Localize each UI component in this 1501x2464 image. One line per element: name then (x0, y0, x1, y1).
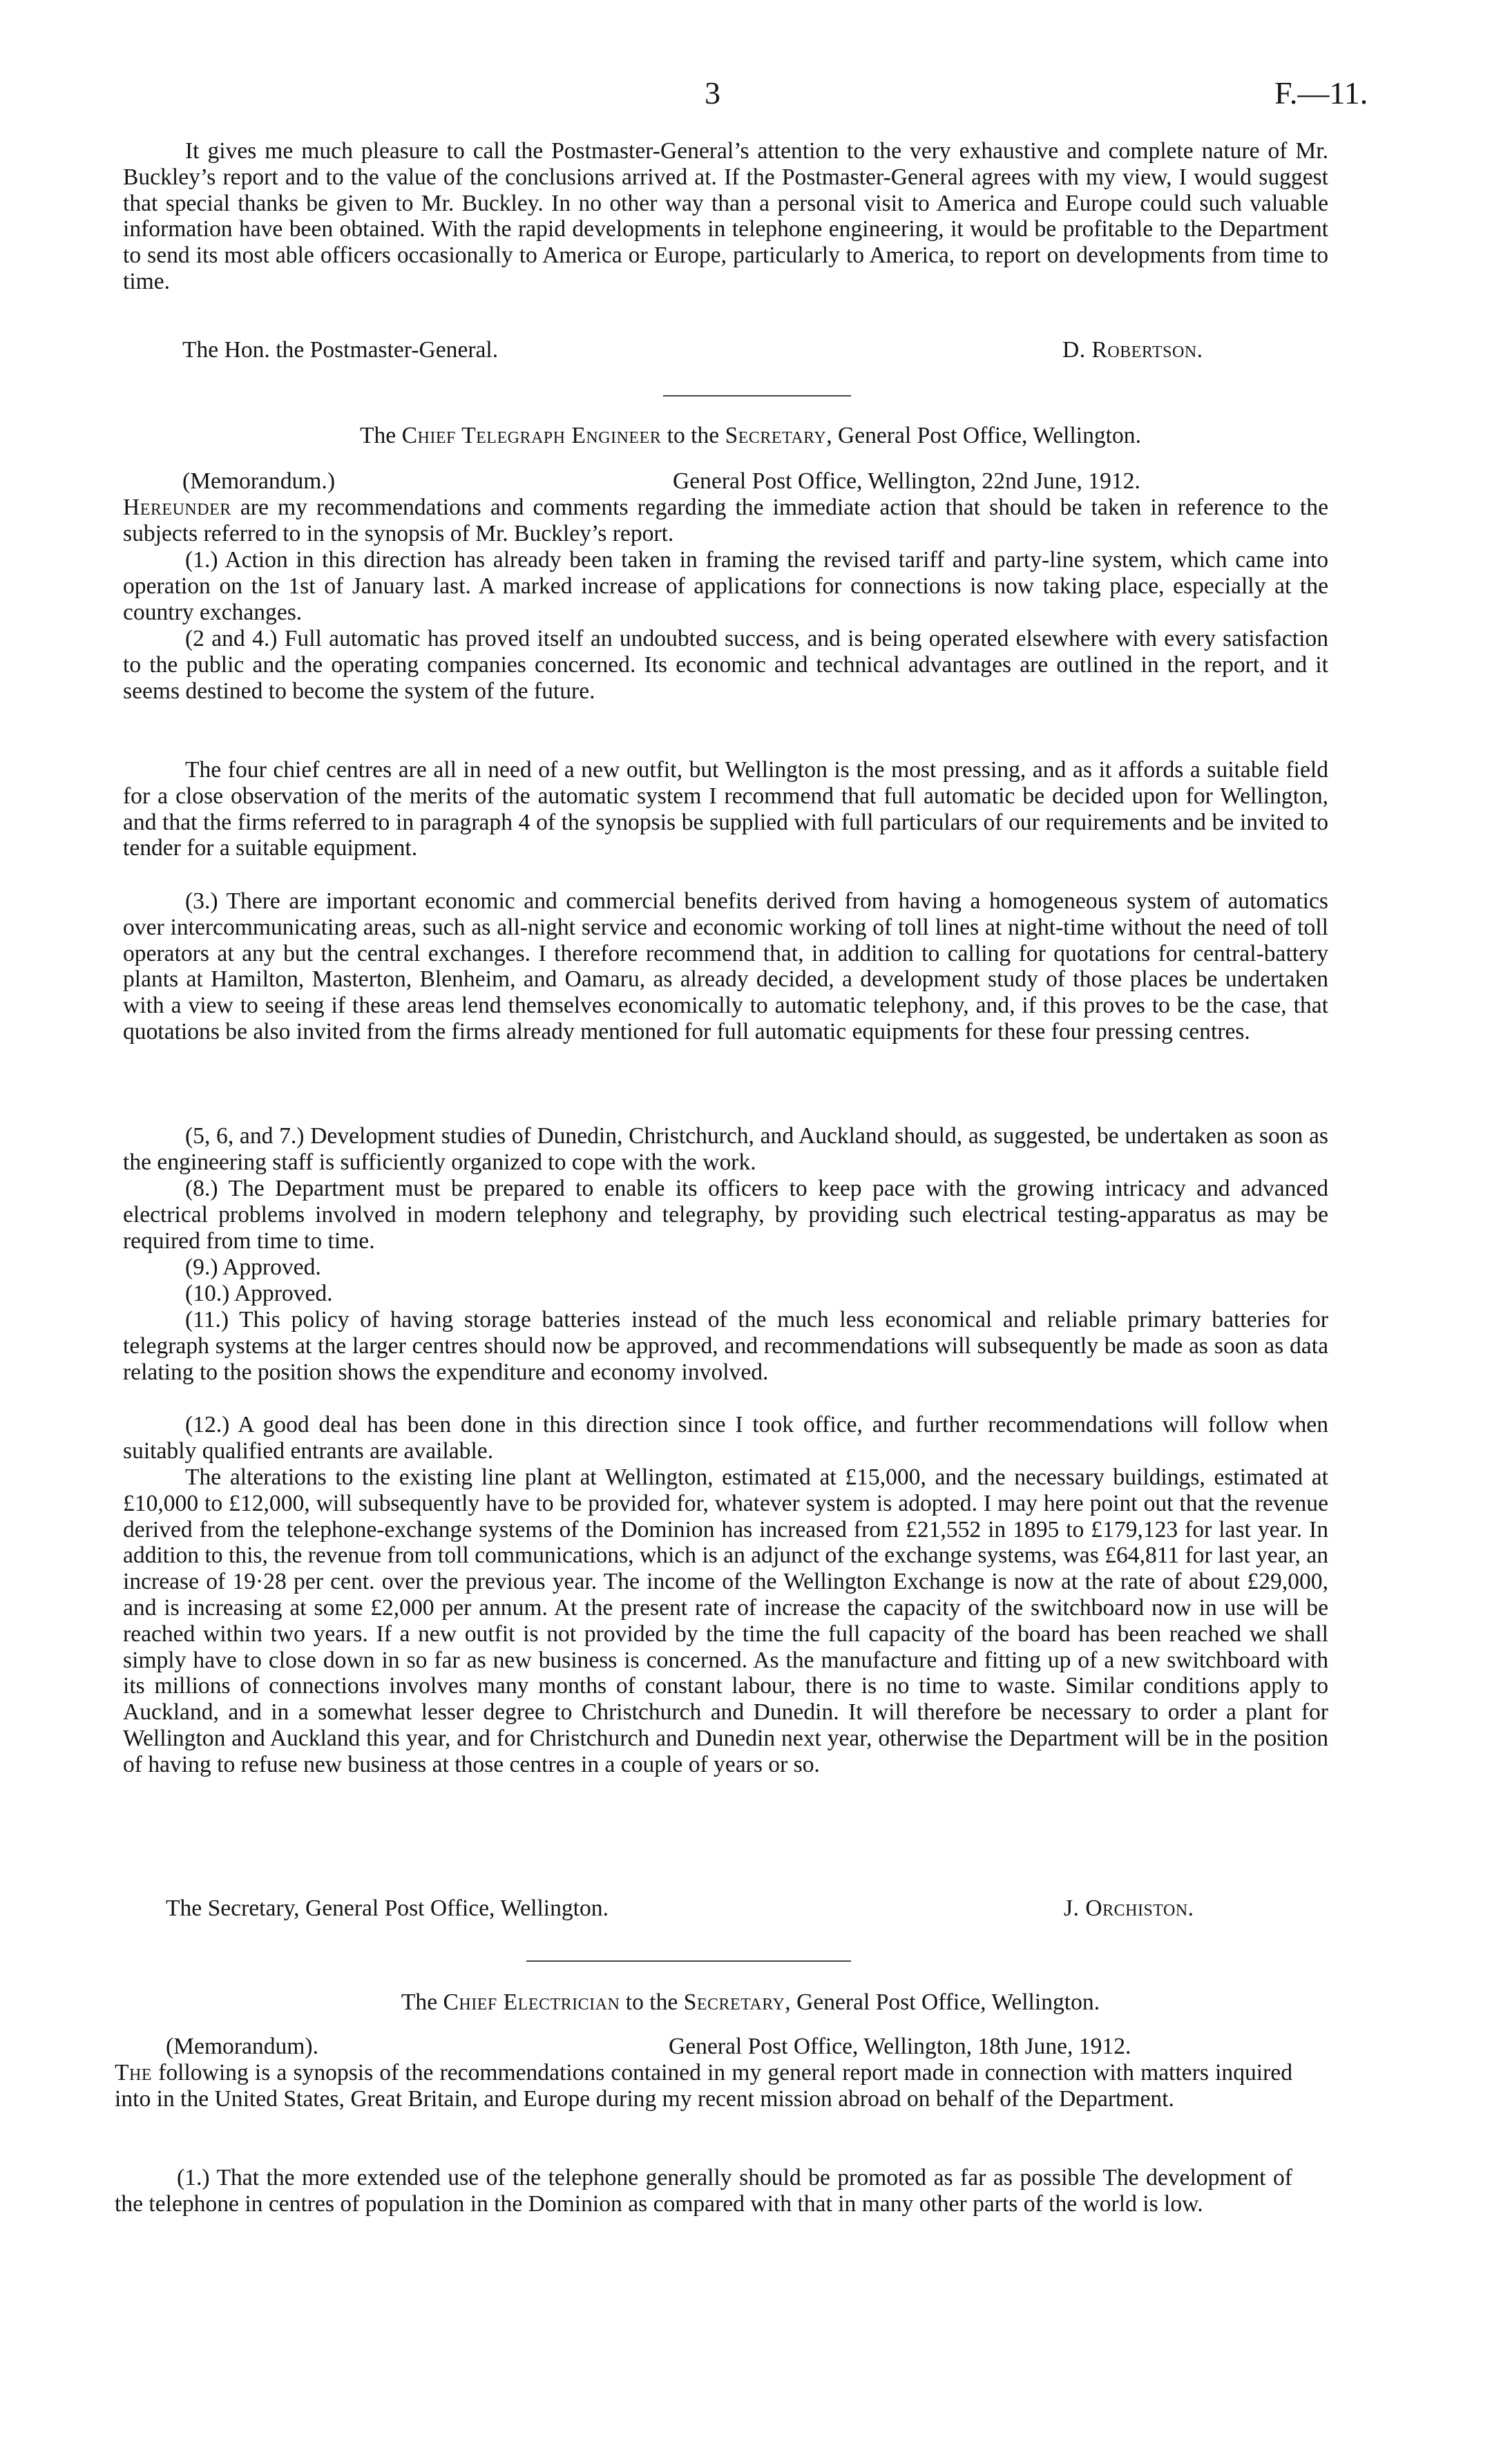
robertson-paragraph: It gives me much pleasure to call the Postmaster-General’s attention to the very exhaustive and complete nature of Mr. Buckley’s report and to the value of the conclusions arrived at. If the Postmaster-General agrees with my view, I would suggest that special thanks be given to Mr. Buckley. In no other way than a personal visit to America and Europe could such valuable information have been obtained. With the rapid developments in telephone engineering, it would be profitable to the Department to send its most able officers occasionally to America or Europe, particularly to America, to report on developments from time to time. (123, 138, 1328, 294)
intro-text: are my recommendations and comments regarding the immediate action that should be taken in reference to the subjects referred to in the synopsis of Mr. Buckley’s report. (123, 495, 1328, 546)
recommendation-paragraph: The four chief centres are all in need of a new outfit, but Wellington is the most pressing, and as it affords a suitable field for a close observation of the merits of the automatic system I recommend that full automatic be decided upon for Wellington, and that the firms referred to in paragraph 4 of the synopsis be supplied with full particulars of our requirements and be invited to tender for a suitable equipment. (123, 757, 1328, 861)
divider-rule (526, 1960, 851, 1962)
memo-label: (Memorandum.) (182, 468, 335, 494)
heading-chief-electrician (0, 1989, 1501, 2016)
recommendation-paragraph: (11.) This policy of having storage batteries instead of the much less economical and reliable primary batteries for telegraph systems at the larger centres should now be approved, and recommendations will subsequently be made as soon as data relating to the position shows the expenditure and economy involved. (123, 1307, 1328, 1385)
signature-robertson: D. Robertson. (1062, 337, 1203, 363)
memo-place-date: General Post Office, Wellington, 18th June, 1912. (669, 2034, 1131, 2059)
recommendation-paragraph: (9.) Approved. (185, 1254, 321, 1280)
signature-orchiston: J. Orchiston. (1064, 1895, 1194, 1921)
recommendation-paragraph: (1.) Action in this direction has already been taken in framing the revised tariff and party-line system, which came into operation on the 1st of January last. A marked increase of applications for connections is now taking place, especially at the country exchanges. (123, 547, 1328, 625)
heading-from: Chief Telegraph Engineer (401, 423, 662, 448)
recommendation-paragraph: (12.) A good deal has been done in this direction since I took office, and further recommendations will follow when suitably qualified entrants are available. (123, 1412, 1328, 1464)
intro-text: following is a synopsis of the recommendations contained in my general report made in connection with matters inquired into in the United States, Great Britain, and Europe during my recent mission abroad on behalf of the Department. (115, 2060, 1292, 2112)
heading-place: , General Post Office, Wellington. (826, 423, 1141, 448)
recommendation-paragraph: (8.) The Department must be prepared to enable its officers to keep pace with the growing intricacy and advanced electrical problems involved in modern telephony and telegraphy, by providing such electrical testing-apparatus as may be required from time to time. (123, 1176, 1328, 1254)
intro-lead-word: The (115, 2060, 153, 2085)
heading-to-word: to the (667, 423, 720, 448)
page-number: 3 (705, 75, 720, 111)
memo-label: (Memorandum). (166, 2034, 318, 2059)
heading-article: The (360, 423, 396, 448)
heading-article: The (401, 1989, 438, 2015)
heading-to-word: to the (625, 1989, 678, 2015)
memo-intro (123, 495, 1328, 547)
heading-from: Chief Electrician (443, 1989, 620, 2015)
recommendation-paragraph: (5, 6, and 7.) Development studies of Dunedin, Christchurch, and Auckland should, as suggested, be undertaken as soon as the engineering staff is sufficiently organized to cope with the work. (123, 1123, 1328, 1175)
divider-rule (663, 395, 851, 397)
addressee-secretary: The Secretary, General Post Office, Wellington. (166, 1895, 609, 1921)
synopsis-paragraph: (1.) That the more extended use of the telephone generally should be promoted as far as possible The development of the telephone in centres of population in the Dominion as compared with that in many other parts of the world is low. (115, 2165, 1292, 2217)
recommendation-paragraph: The alterations to the existing line plant at Wellington, estimated at £15,000, and the necessary buildings, estimated at £10,000 to £12,000, will subsequently have to be provided for, whatever system is adopted. I may here point out that the revenue derived from the telephone-exchange systems of the Dominion has increased from £21,552 in 1895 to £179,123 for last year. In addition to this, the revenue from toll communications, which is an adjunct of the exchange systems, was £64,811 for last year, an increase of 19·28 per cent. over the previous year. The income of the Wellington Exchange is now at the rate of about £29,000, and is increasing at some £2,000 per annum. At the present rate of increase the capacity of the switchboard now in use will be reached within two years. If a new outfit is not provided by the time the full capacity of the board has been reached we shall simply have to close down in so far as new business is concerned. As the manufacture and fitting up of a new switchboard with its millions of connections involves many months of constant labour, there is no time to waste. Similar conditions apply to Auckland, and in a somewhat lesser degree to Christchurch and Dunedin. It will therefore be necessary to order a plant for Wellington and Auckland this year, and for Christchurch and Dunedin next year, otherwise the Department will be in the position of having to refuse new business at those centres in a couple of years or so. (123, 1464, 1328, 1777)
heading-place: , General Post Office, Wellington. (785, 1989, 1100, 2015)
recommendation-paragraph: (2 and 4.) Full automatic has proved itself an undoubted success, and is being operated elsewhere with every satisfaction to the public and the operating companies concerned. Its economic and technical advantages are outlined in the report, and it seems destined to become the system of the future. (123, 626, 1328, 704)
recommendation-paragraph: (3.) There are important economic and commercial benefits derived from having a homogeneous system of automatics over intercommunicating areas, such as all-night service and economic working of toll lines at night-time without the need of toll operators at any but the central exchanges. I therefore recommend that, in addition to calling for quotations for central-battery plants at Hamilton, Masterton, Blenheim, and Oamaru, as already decided, a development study of those places be undertaken with a view to seeing if these areas lend themselves economically to automatic telephony, and, if this proves to be the case, that quotations be also invited from the firms already mentioned for full automatic equipments for these four pressing centres. (123, 888, 1328, 1044)
intro-lead-word: Hereunder (123, 495, 231, 520)
heading-chief-telegraph-engineer (0, 423, 1501, 449)
heading-to: Secretary (683, 1989, 785, 2015)
memo-place-date: General Post Office, Wellington, 22nd June, 1912. (673, 468, 1140, 494)
memo-intro (115, 2060, 1292, 2112)
heading-to: Secretary (725, 423, 827, 448)
recommendation-paragraph: (10.) Approved. (185, 1281, 333, 1306)
addressee-postmaster-general: The Hon. the Postmaster-General. (182, 337, 499, 363)
document-reference: F.—11. (1274, 75, 1368, 111)
